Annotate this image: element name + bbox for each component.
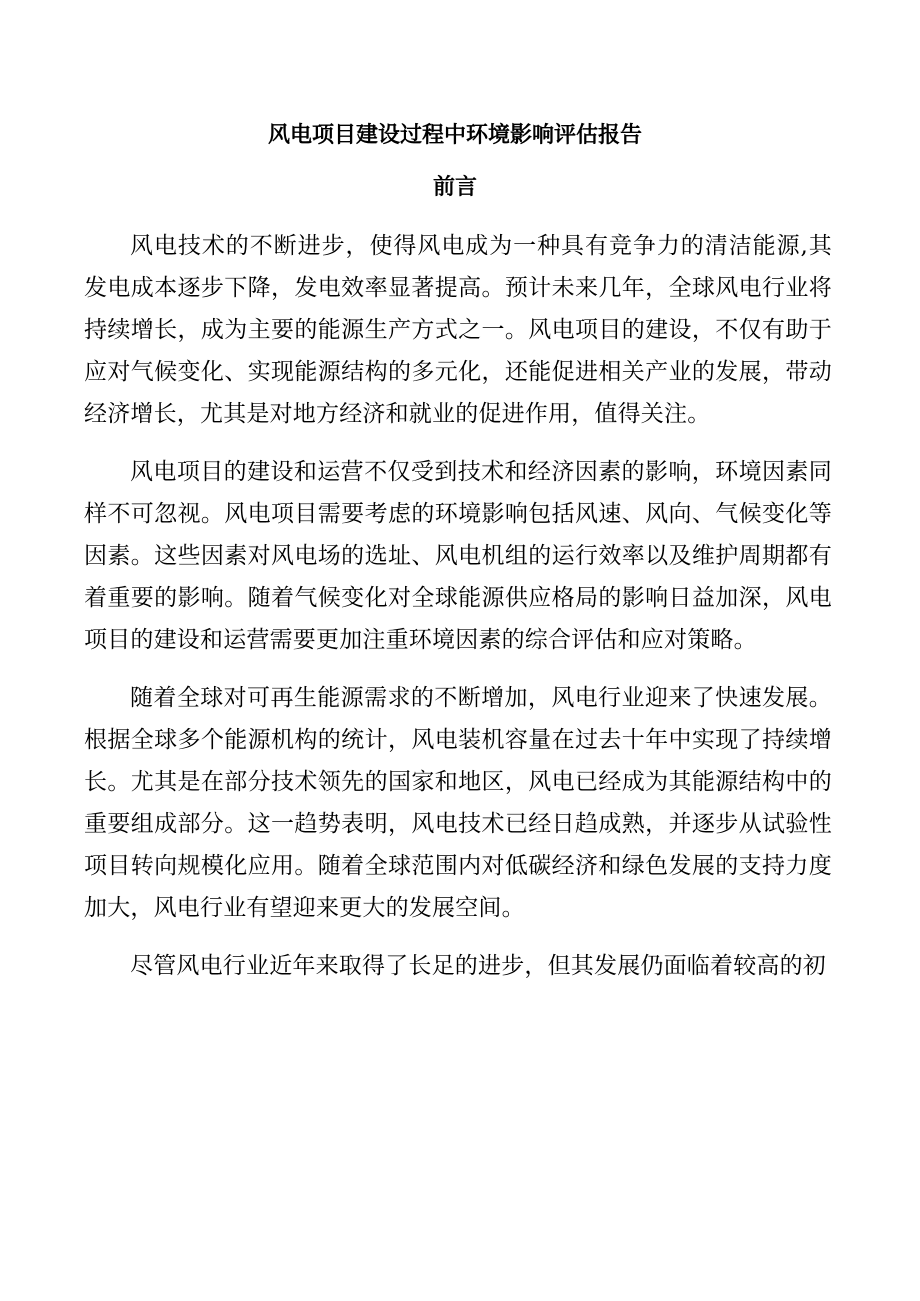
section-heading: 前言: [432, 174, 477, 200]
document-body: [84, 225, 832, 1003]
paragraph-3: 随着全球对可再生能源需求的不断增加，风电行业迎来了快速发展。根据全球多个能源机构的统计，风电装机容量在过去十年中实现了持续增长。尤其是在部分技术领先的国家和地区，风电已经成为其能源结构中的重要组成部分。这一趋势表明，风电技术已经日趋成熟，并逐步从试验性项目转向规模化应用。随着全球范围内对低碳经济和绿色发展的支持力度加大，风电行业有望迎来更大的发展空间。: [84, 685, 832, 921]
paragraph-4: 尽管风电行业近年来取得了长足的进步，但其发展仍面临着较高的初: [130, 953, 826, 979]
document-title: 风电项目建设过程中环境影响评估报告: [267, 122, 642, 148]
paragraph-1: 风电技术的不断进步，使得风电成为一种具有竞争力的清洁能源,其发电成本逐步下降，发电效率显著提高。预计未来几年，全球风电行业将持续增长，成为主要的能源生产方式之一。风电项目的建设，不仅有助于应对气候变化、实现能源结构的多元化，还能促进相关产业的发展，带动经济增长，尤其是对地方经济和就业的促进作用，值得关注。: [84, 233, 832, 427]
paragraph-2: 风电项目的建设和运营不仅受到技术和经济因素的影响，环境因素同样不可忽视。风电项目需要考虑的环境影响包括风速、风向、气候变化等因素。这些因素对风电场的选址、风电机组的运行效率以及维护周期都有着重要的影响。随着气候变化对全球能源供应格局的影响日益加深，风电项目的建设和运营需要更加注重环境因素的综合评估和应对策略。: [84, 459, 832, 653]
